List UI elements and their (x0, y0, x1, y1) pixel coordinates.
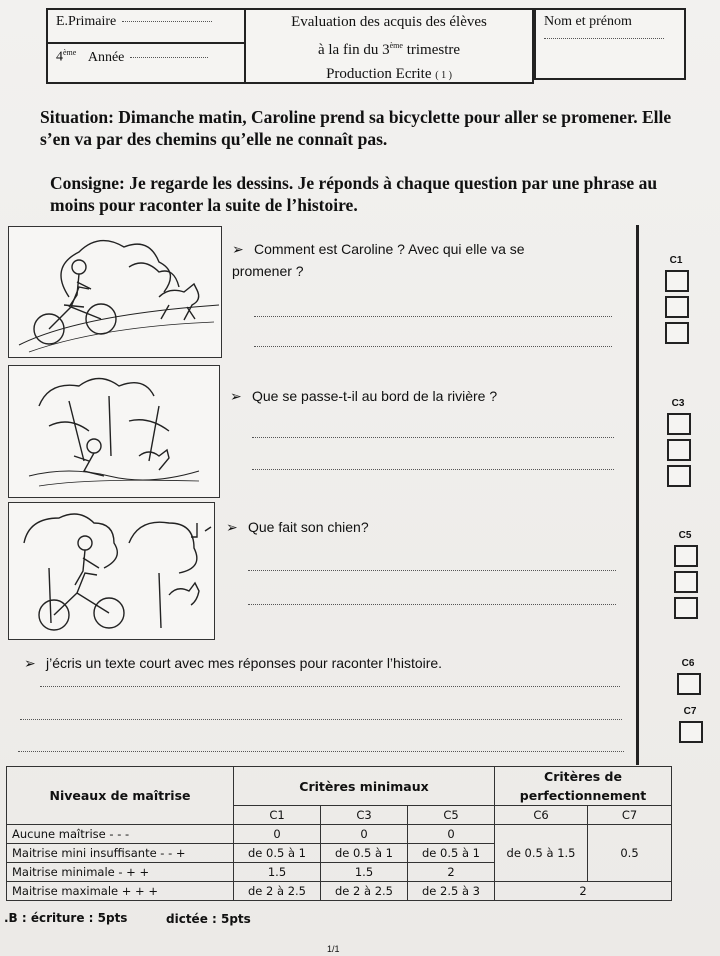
mastery-table (6, 766, 672, 901)
school-label: E.Primaire (56, 14, 117, 29)
cell: 0 (321, 825, 408, 844)
col-min: Critères minimaux (234, 767, 495, 806)
score-box-c3-2[interactable] (667, 439, 691, 461)
title-line2 (246, 34, 532, 62)
margin-divider (636, 225, 639, 765)
cell-c7: 0.5 (588, 825, 672, 882)
score-box-c5-3[interactable] (674, 597, 698, 619)
arrow-right-icon: ➢ (24, 655, 36, 671)
crit-c1: C1 (234, 806, 321, 825)
consigne-text: Consigne: Je regarde les dessins. Je réponds à chaque question par une phrase au moins pour raconter la suite de l’histoire. (50, 173, 658, 215)
arrow-right-icon: ➢ (230, 388, 242, 404)
crit-c3: C3 (321, 806, 408, 825)
col-perf: Critères de perfectionnement (495, 767, 672, 806)
question-3 (226, 516, 606, 538)
score-box-c6[interactable] (677, 673, 701, 695)
question-1 (232, 238, 562, 282)
criterion-c5-label: C5 (678, 530, 692, 541)
answer-line-3a[interactable] (248, 570, 616, 571)
school-row (48, 10, 244, 44)
answer-line-1b[interactable] (254, 346, 612, 347)
title-line3-sub: ( 1 ) (435, 70, 452, 81)
score-box-c5-2[interactable] (674, 571, 698, 593)
row-label: Maitrise maximale + + + (7, 882, 234, 901)
illustration-girl-bicycle-forest-svg (9, 503, 214, 639)
cell-c6-c7: 2 (495, 882, 672, 901)
grade-label: Année (87, 49, 125, 65)
score-box-c5-1[interactable] (674, 545, 698, 567)
question-2 (230, 385, 610, 407)
cell: 2 (408, 863, 495, 882)
criterion-c6-label: C6 (681, 658, 695, 669)
answer-line-1a[interactable] (254, 316, 612, 317)
row-label: Aucune maîtrise - - - (7, 825, 234, 844)
name-label: Nom et prénom (544, 14, 632, 29)
grade-number: 4 (56, 49, 63, 65)
cell: de 0.5 à 1 (234, 844, 321, 863)
title-line2-rest: trimestre (402, 42, 461, 58)
answer-line-4c[interactable] (18, 751, 624, 752)
row-label: Maitrise minimale - + + (7, 863, 234, 882)
title-line1: Evaluation des acquis des élèves (291, 14, 487, 30)
question-4 (24, 652, 624, 674)
cell: 1.5 (321, 863, 408, 882)
question-4-text: j’écris un texte court avec mes réponses pour raconter l’histoire. (46, 655, 443, 671)
dictation-note: dictée : 5pts (166, 912, 251, 926)
title-line2-text: à la fin du 3 (317, 42, 390, 58)
illustration-girl-bicycle-dog-svg (9, 227, 221, 357)
grade-dots[interactable] (130, 57, 208, 58)
header-title-box (244, 8, 534, 84)
criterion-c3-label: C3 (671, 398, 685, 409)
question-3-text: Que fait son chien? (248, 519, 369, 535)
title-line3-text: Production Ecrite (326, 66, 432, 82)
criterion-c7-label: C7 (683, 706, 697, 717)
cell: de 2.5 à 3 (408, 882, 495, 901)
title-line3 (246, 62, 532, 88)
table-row (7, 882, 672, 901)
col-levels: Niveaux de maîtrise (7, 767, 234, 825)
cell: 1.5 (234, 863, 321, 882)
title-line2-sup: ème (389, 41, 403, 50)
illustration-river-scene-svg (9, 366, 219, 497)
writing-note: .B : écriture : 5pts (4, 911, 128, 925)
cell: de 2 à 2.5 (321, 882, 408, 901)
score-box-c1-2[interactable] (665, 296, 689, 318)
grade-row (48, 44, 244, 78)
score-box-c1-3[interactable] (665, 322, 689, 344)
answer-line-2a[interactable] (252, 437, 614, 438)
illustration-river-scene (8, 365, 220, 498)
table-row (7, 825, 672, 844)
crit-c7: C7 (588, 806, 672, 825)
crit-c6: C6 (495, 806, 588, 825)
name-field[interactable] (544, 38, 664, 39)
answer-line-4b[interactable] (20, 719, 622, 720)
crit-c5: C5 (408, 806, 495, 825)
cell: de 0.5 à 1 (321, 844, 408, 863)
grade-sup: ème (63, 48, 77, 57)
cell: de 0.5 à 1 (408, 844, 495, 863)
question-2-text: Que se passe-t-il au bord de la rivière ? (252, 388, 498, 404)
arrow-right-icon: ➢ (232, 241, 244, 257)
question-1-text: Comment est Caroline ? Avec qui elle va se promener ? (232, 241, 525, 279)
score-box-c7[interactable] (679, 721, 703, 743)
illustration-girl-bicycle-forest (8, 502, 215, 640)
answer-line-3b[interactable] (248, 604, 616, 605)
row-label: Maitrise mini insuffisante - - + (7, 844, 234, 863)
header-school-box (46, 8, 246, 84)
score-box-c1-1[interactable] (665, 270, 689, 292)
header-name-box (534, 8, 686, 80)
cell: 0 (234, 825, 321, 844)
table-header-row (7, 767, 672, 806)
arrow-right-icon: ➢ (226, 519, 238, 535)
cell-c6: de 0.5 à 1.5 (495, 825, 588, 882)
answer-line-2b[interactable] (252, 469, 614, 470)
score-box-c3-3[interactable] (667, 465, 691, 487)
situation-text: Situation: Dimanche matin, Caroline prend sa bicyclette pour aller se promener. Elle s’en va par des chemins qu’elle ne connaît pas. (40, 107, 672, 149)
cell: de 2 à 2.5 (234, 882, 321, 901)
cell: 0 (408, 825, 495, 844)
answer-line-4a[interactable] (40, 686, 620, 687)
score-box-c3-1[interactable] (667, 413, 691, 435)
page-number: 1/1 (327, 944, 340, 954)
criterion-c1-label: C1 (669, 255, 683, 266)
illustration-girl-bicycle-dog (8, 226, 222, 358)
school-dots[interactable] (122, 21, 212, 22)
